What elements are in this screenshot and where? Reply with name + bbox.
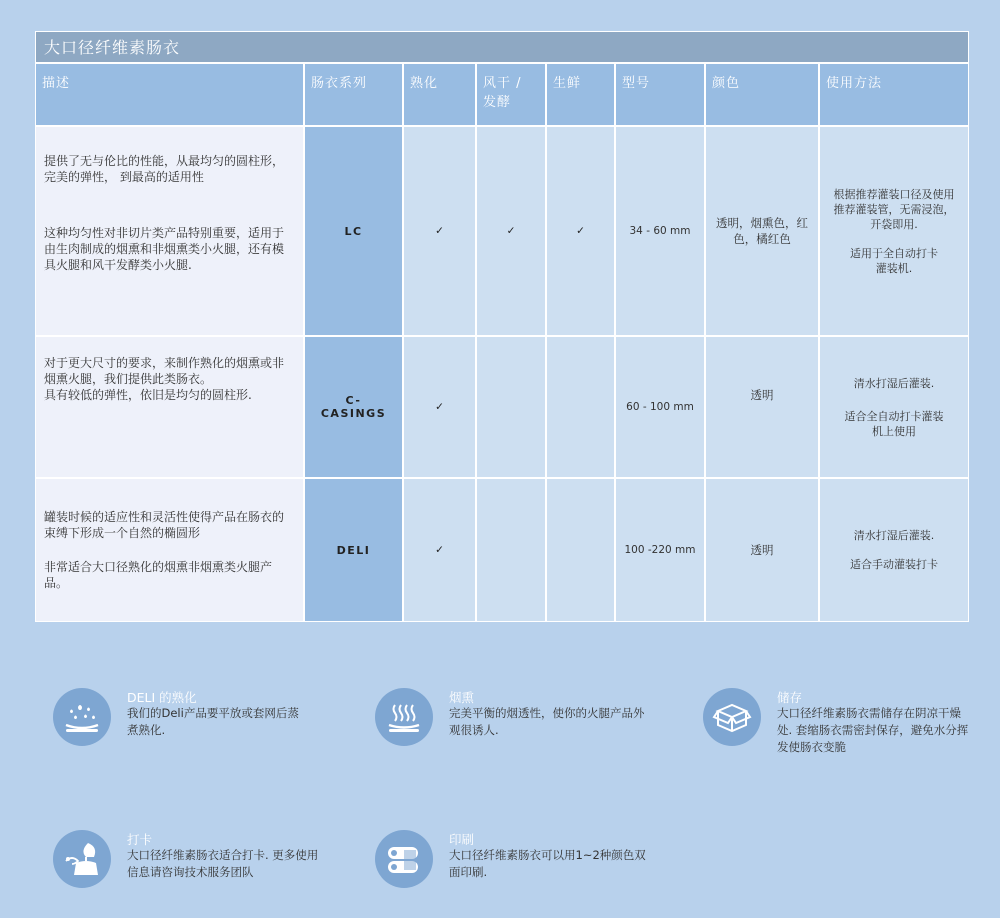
- printing-icon: [375, 830, 433, 888]
- size-cell: 100 -220 mm: [615, 478, 705, 621]
- header-cooked: 熟化: [403, 64, 476, 126]
- feature-smoke: [375, 688, 665, 758]
- header-size: 型号: [615, 64, 705, 126]
- smoke-icon: [375, 688, 433, 746]
- storage-box-icon: [703, 688, 761, 746]
- table-row: [36, 336, 968, 478]
- feature-title: 打卡: [127, 832, 153, 847]
- dried-check-icon: ✓: [476, 126, 546, 336]
- size-cell: 34 - 60 mm: [615, 126, 705, 336]
- feature-title: 储存: [777, 690, 803, 705]
- description-text: 罐装时候的适应性和灵活性使得产品在肠衣的束缚下形成一个自然的椭圆形: [44, 510, 285, 540]
- product-table: [35, 31, 969, 622]
- feature-title: 印刷: [449, 832, 475, 847]
- usage-cell: [819, 336, 968, 478]
- description-text: 具有较低的弹性，依旧是均匀的圆柱形.: [44, 388, 252, 402]
- table-title: 大口径纤维素肠衣: [36, 32, 968, 64]
- header-dried-fermented: 风干 / 发酵: [476, 64, 546, 126]
- cooked-check-icon: ✓: [403, 478, 476, 621]
- header-usage: 使用方法: [819, 64, 968, 126]
- table-row: [36, 126, 968, 336]
- description-text: 非常适合大口径熟化的烟熏非烟熏类火腿产品。: [44, 560, 273, 590]
- series-cell: LC: [304, 126, 403, 336]
- usage-text: 根据推荐灌装口径及使用推荐灌装管，无需浸泡，开袋即用.: [833, 187, 955, 231]
- feature-storage: [703, 688, 973, 763]
- header-fresh: 生鲜: [546, 64, 615, 126]
- description-text: 对于更大尺寸的要求，来制作熟化的烟熏或非烟熏火腿，我们提供此类肠衣。: [44, 356, 285, 386]
- description-text: 提供了无与伦比的性能，从最均匀的圆柱形，完美的弹性， 到最高的适用性: [44, 154, 285, 184]
- usage-text: 适合手动灌装打卡: [850, 558, 938, 571]
- dried-check-icon: [476, 478, 546, 621]
- feature-text: 我们的Deli产品要平放或套网后蒸煮熟化.: [127, 706, 299, 737]
- description-text: 这种均匀性对非切片类产品特别重要，适用于由生肉制成的烟熏和非烟熏类小火腿，还有模具火腿和风干发酵类小火腿.: [44, 226, 285, 272]
- usage-text: 适合全自动打卡灌装机上使用: [844, 409, 944, 438]
- steam-cooking-icon: [53, 688, 111, 746]
- feature-title: DELI 的熟化: [127, 690, 197, 705]
- table-row: [36, 478, 968, 621]
- description-cell: [36, 126, 304, 336]
- usage-cell: [819, 126, 968, 336]
- color-cell: 透明: [705, 336, 819, 478]
- clip-icon: [53, 830, 111, 888]
- series-cell: C-CASINGS: [304, 336, 403, 478]
- feature-text: 大口径纤维素肠衣可以用1~2种颜色双面印刷.: [449, 848, 646, 879]
- header-series: 肠衣系列: [304, 64, 403, 126]
- casing-table: [36, 64, 968, 621]
- header-color: 颜色: [705, 64, 819, 126]
- feature-text: 大口径纤维素肠衣适合打卡. 更多使用信息请咨询技术服务团队: [127, 848, 319, 879]
- series-cell: DELI: [304, 478, 403, 621]
- feature-text: 大口径纤维素肠衣需储存在阴凉干燥处. 套缩肠衣需密封保存，避免水分挥发使肠衣变脆: [777, 706, 969, 754]
- feature-deli-cooking: [53, 688, 313, 758]
- description-cell: [36, 478, 304, 621]
- cooked-check-icon: ✓: [403, 336, 476, 478]
- color-cell: 透明: [705, 478, 819, 621]
- header-description: 描述: [36, 64, 304, 126]
- usage-cell: [819, 478, 968, 621]
- feature-text: 完美平衡的烟透性，使你的火腿产品外观很诱人.: [449, 706, 645, 737]
- cooked-check-icon: ✓: [403, 126, 476, 336]
- dried-check-icon: [476, 336, 546, 478]
- color-cell: 透明，烟熏色，红色，橘红色: [705, 126, 819, 336]
- feature-clip: [53, 830, 343, 900]
- fresh-check-icon: [546, 336, 615, 478]
- feature-printing: [375, 830, 665, 900]
- header-row: [36, 64, 968, 126]
- usage-text: 清水打湿后灌装.: [853, 529, 935, 542]
- description-cell: [36, 336, 304, 478]
- feature-title: 烟熏: [449, 690, 475, 705]
- size-cell: 60 - 100 mm: [615, 336, 705, 478]
- fresh-check-icon: ✓: [546, 126, 615, 336]
- usage-text: 适用于全自动打卡灌装机.: [850, 246, 938, 275]
- fresh-check-icon: [546, 478, 615, 621]
- usage-text: 清水打湿后灌装.: [853, 376, 935, 390]
